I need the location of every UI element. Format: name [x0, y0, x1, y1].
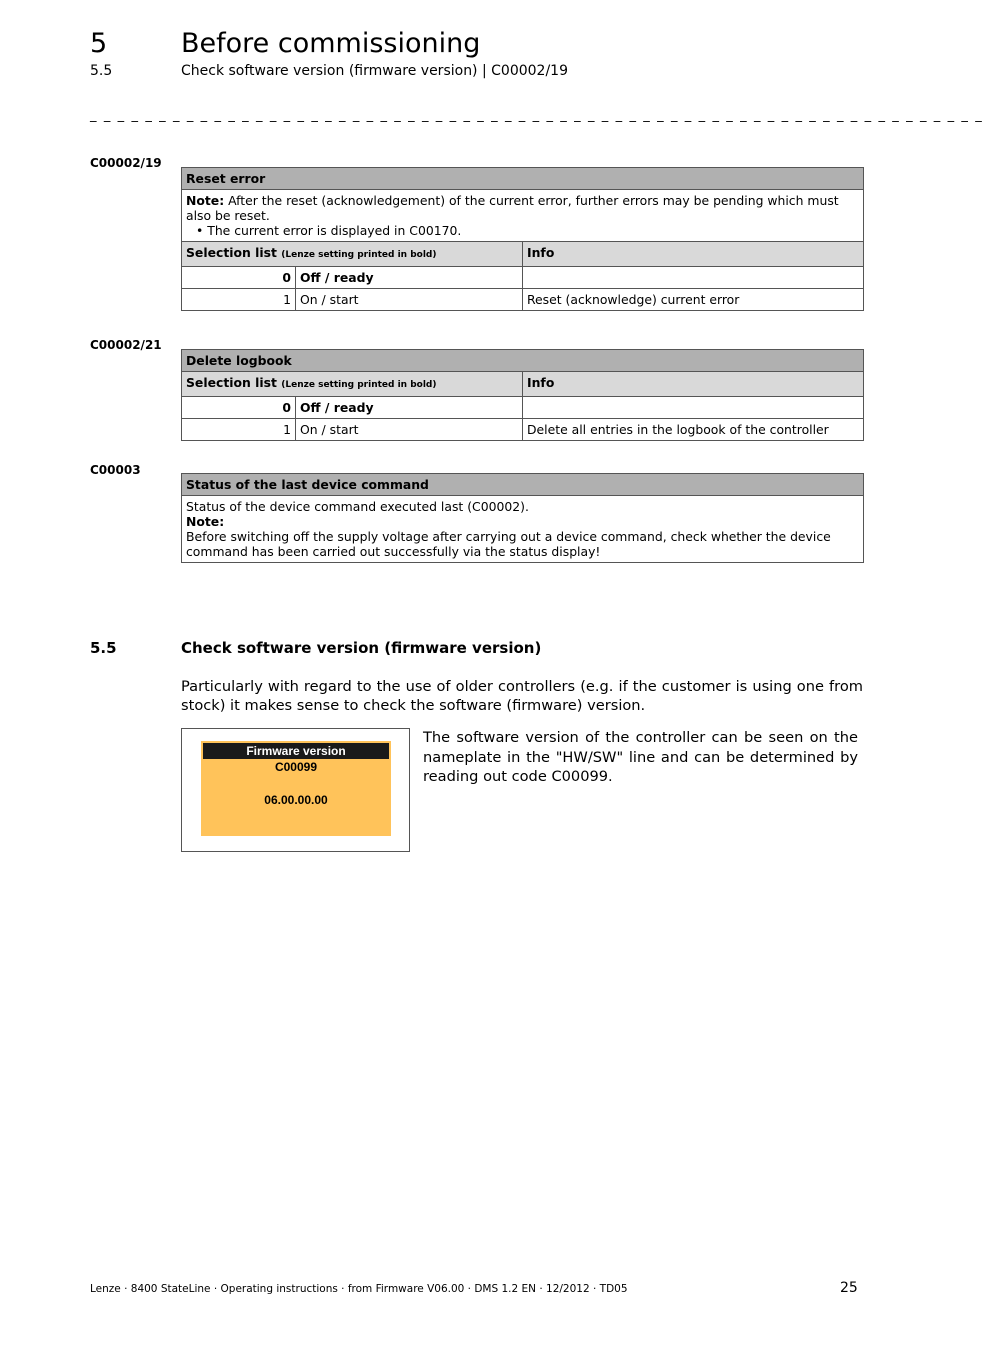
row-number: 0: [182, 397, 296, 419]
display-code: C00099: [274, 760, 318, 774]
note-label: Note:: [186, 193, 225, 208]
firmware-description: The software version of the controller can be seen on the nameplate in the "HW/SW" line and can be determined by reading out code C00099.: [423, 729, 858, 785]
row-name: Off / ready: [296, 397, 523, 419]
selection-hint: (Lenze setting printed in bold): [281, 380, 437, 390]
table-c00002-19: [181, 167, 864, 311]
selection-label: Selection list: [186, 245, 277, 260]
row-name: On / start: [296, 419, 523, 441]
info-header: Info: [523, 242, 864, 267]
section-title-header: Check software version (firmware version) | C00002/19: [181, 63, 568, 79]
table-title: Reset error: [182, 168, 864, 190]
keypad-display: [201, 741, 391, 836]
note-bullet: • The current error is displayed in C00170.: [196, 223, 462, 238]
selection-hint: (Lenze setting printed in bold): [281, 250, 437, 260]
row-info: Delete all entries in the logbook of the controller: [523, 419, 864, 441]
row-info: [523, 397, 864, 419]
row-number: 0: [182, 267, 296, 289]
chapter-title: Before commissioning: [181, 28, 481, 59]
info-header: Info: [523, 372, 864, 397]
table-row: [182, 289, 864, 311]
code-label-c00002-19: C00002/19: [90, 156, 162, 170]
row-info: [523, 267, 864, 289]
note-label: Note:: [186, 514, 225, 529]
section-title: Check software version (firmware version): [181, 639, 542, 657]
table-row: [182, 397, 864, 419]
code-label-c00003: C00003: [90, 463, 141, 477]
status-description: Status of the device command executed last (C00002).: [186, 499, 529, 514]
selection-label: Selection list: [186, 375, 277, 390]
table-note: [182, 190, 864, 242]
section-paragraph: Particularly with regard to the use of older controllers (e.g. if the customer is using one from stock) it makes sense to check the software (firmware) version.: [181, 678, 863, 714]
section-number-header: 5.5: [90, 63, 113, 79]
section-number: 5.5: [90, 639, 117, 657]
table-title: Status of the last device command: [182, 474, 864, 496]
note-text: Before switching off the supply voltage after carrying out a device command, check whether the device command has been carried out successfully via the status display!: [186, 529, 831, 559]
row-number: 1: [182, 419, 296, 441]
table-c00002-21: [181, 349, 864, 441]
table-row: [182, 419, 864, 441]
table-row: [182, 267, 864, 289]
table-c00003: [181, 473, 864, 563]
code-label-c00002-21: C00002/21: [90, 338, 162, 352]
selection-list-header: [182, 372, 523, 397]
footer-text: Lenze · 8400 StateLine · Operating instructions · from Firmware V06.00 · DMS 1.2 EN · 12/2012 · TD05: [90, 1283, 628, 1295]
note-text: After the reset (acknowledgement) of the current error, further errors may be pending which must also be reset.: [186, 193, 839, 223]
table-title: Delete logbook: [182, 350, 864, 372]
table-body: [182, 496, 864, 563]
row-number: 1: [182, 289, 296, 311]
header-separator: _ _ _ _ _ _ _ _ _ _ _ _ _ _ _ _ _ _ _ _ _ _ _ _ _ _ _ _ _ _ _ _ _ _ _ _ _ _ _ _ _ _ _ _ _ _ _ _ _ _ _ _ _ _ _ _ _ _ _ _ _ _ _ _ _: [90, 108, 983, 123]
display-value: 06.00.00.00: [264, 793, 328, 807]
selection-list-header: [182, 242, 523, 267]
firmware-display-figure: [181, 728, 410, 852]
row-name: On / start: [296, 289, 523, 311]
row-name: Off / ready: [296, 267, 523, 289]
row-info: Reset (acknowledge) current error: [523, 289, 864, 311]
page-number: 25: [840, 1280, 858, 1296]
chapter-number: 5: [90, 28, 108, 59]
display-header: Firmware version: [203, 743, 389, 759]
